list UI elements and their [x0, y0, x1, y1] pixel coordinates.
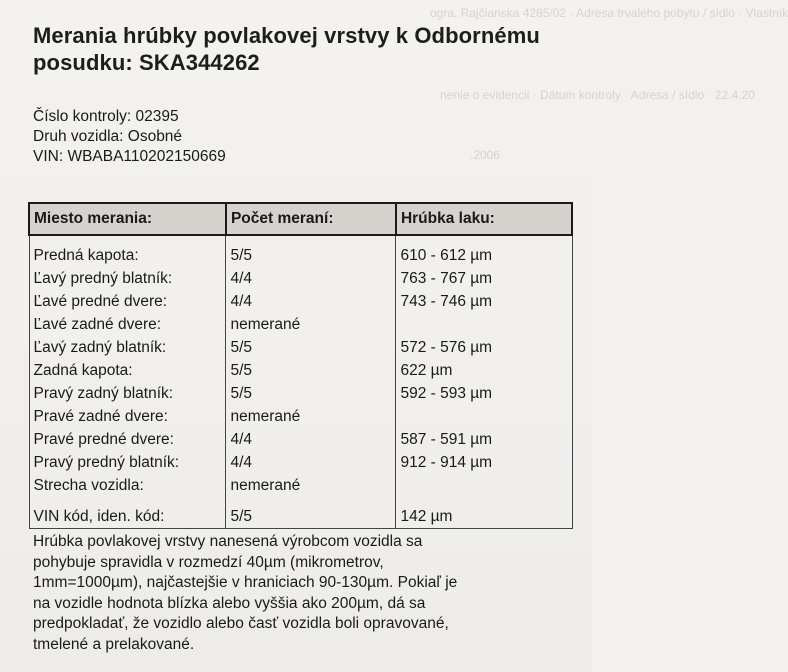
explanatory-note — [33, 532, 583, 655]
cell-count: nemerané — [226, 472, 396, 495]
cell-count: 4/4 — [226, 449, 396, 472]
cell-location: Strecha vozidla: — [29, 472, 226, 495]
header-thickness: Hrúbka laku: — [396, 203, 572, 235]
table-row — [29, 334, 572, 357]
cell-location: Pravý predný blatník: — [29, 449, 226, 472]
cell-count: 4/4 — [226, 288, 396, 311]
table-row — [29, 426, 572, 449]
table-row — [29, 472, 572, 495]
cell-location: Ľavý zadný blatník: — [29, 334, 226, 357]
note-line: tmelené a prelakované. — [33, 635, 195, 653]
cell-thickness — [396, 472, 572, 495]
note-line: pohybuje spravidla v rozmedzí 40µm (mikrometrov, — [33, 553, 384, 571]
cell-thickness: 587 - 591 µm — [396, 426, 572, 449]
cell-location: Pravé predné dvere: — [29, 426, 226, 449]
cell-location: VIN kód, iden. kód: — [29, 495, 226, 529]
table-row — [29, 265, 572, 288]
cell-thickness: 622 µm — [396, 357, 572, 380]
table-row — [29, 380, 572, 403]
cell-location: Pravé zadné dvere: — [29, 403, 226, 426]
cell-location: Ľavé zadné dvere: — [29, 311, 226, 334]
cell-count: 5/5 — [226, 357, 396, 380]
table-row — [29, 449, 572, 472]
title-line-1: Merania hrúbky povlakovej vrstvy k Odbornému — [33, 23, 540, 48]
title-line-2: posudku: SKA344262 — [33, 50, 260, 75]
cell-count: 5/5 — [226, 235, 396, 265]
cell-thickness: 610 - 612 µm — [396, 235, 572, 265]
cell-thickness: 142 µm — [396, 495, 572, 529]
cell-thickness: 763 - 767 µm — [396, 265, 572, 288]
cell-thickness: 912 - 914 µm — [396, 449, 572, 472]
header-location: Miesto merania: — [29, 203, 226, 235]
table-row — [29, 235, 572, 265]
cell-count: 5/5 — [226, 380, 396, 403]
header-count: Počet meraní: — [226, 203, 396, 235]
cell-thickness: 743 - 746 µm — [396, 288, 572, 311]
cell-count: 4/4 — [226, 265, 396, 288]
note-line: 1mm=1000µm), najčastejšie v hraniciach 90-130µm. Pokiaľ je — [33, 574, 458, 591]
vehicle-type: Druh vozidla: Osobné — [33, 128, 183, 145]
note-line: Hrúbka povlakovej vrstvy nanesená výrobcom vozidla sa — [33, 533, 423, 550]
table-row — [29, 357, 572, 380]
measurement-table — [28, 202, 573, 529]
cell-count: 4/4 — [226, 426, 396, 449]
cell-thickness — [396, 311, 572, 334]
page-title — [33, 22, 583, 76]
cell-count: nemerané — [226, 311, 396, 334]
note-line: predpokladať, že vozidlo alebo časť vozidla boli opravované, — [33, 615, 449, 632]
vin: VIN: WBABA110202150669 — [33, 148, 226, 165]
table-row — [29, 311, 572, 334]
bleed-through-text: .2006 — [470, 148, 501, 162]
cell-location: Ľavý predný blatník: — [29, 265, 226, 288]
cell-location: Zadná kapota: — [29, 357, 226, 380]
cell-count: nemerané — [226, 403, 396, 426]
cell-location: Ľavé predné dvere: — [29, 288, 226, 311]
inspection-number: Číslo kontroly: 02395 — [33, 108, 179, 125]
cell-location: Predná kapota: — [29, 235, 226, 265]
table-header-row — [29, 203, 572, 235]
cell-count: 5/5 — [226, 495, 396, 529]
cell-count: 5/5 — [226, 334, 396, 357]
table-row — [29, 403, 572, 426]
bleed-through-text: ogra, Rajčianska 4285/02 · Adresa trvalého pobytu / sídlo · Vlastník — [430, 6, 788, 20]
cell-thickness: 572 - 576 µm — [396, 334, 572, 357]
note-line: na vozidle hodnota blízka alebo vyššia ako 200µm, dá sa — [33, 594, 426, 612]
bleed-through-text: nenie o evidencii · Dátum kontroly · Adresa / sídlo · 22.4.20 — [440, 88, 755, 102]
cell-location: Pravý zadný blatník: — [29, 380, 226, 403]
vehicle-info — [33, 107, 226, 167]
cell-thickness: 592 - 593 µm — [396, 380, 572, 403]
cell-thickness — [396, 403, 572, 426]
table-row — [29, 495, 572, 529]
table-row — [29, 288, 572, 311]
